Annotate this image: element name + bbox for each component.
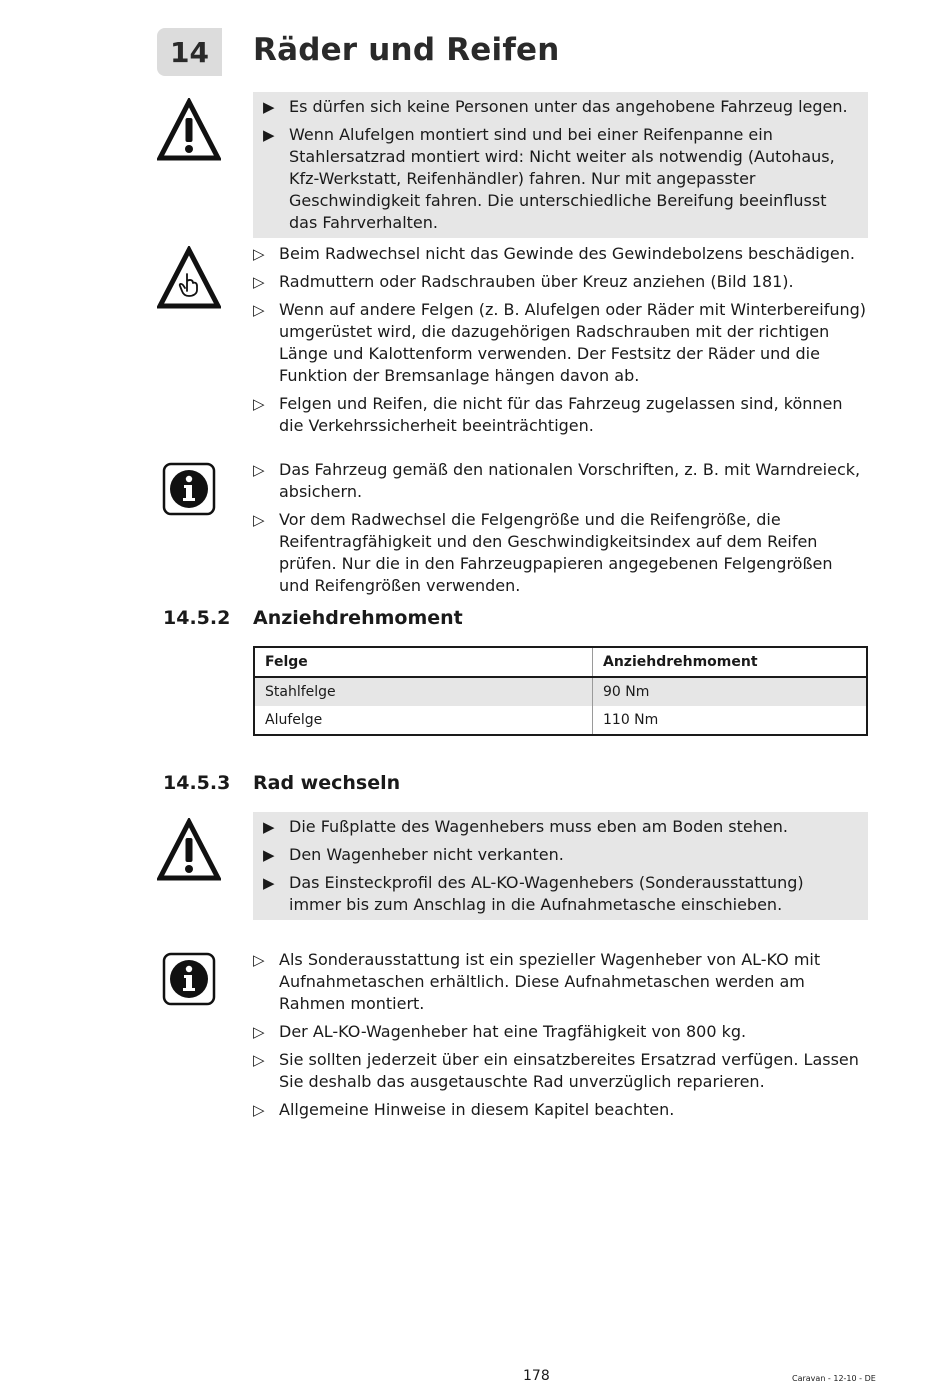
list-item-text: Es dürfen sich keine Personen unter das angehobene Fahrzeug legen. [289, 97, 848, 116]
section-title: Anziehdrehmoment [253, 607, 463, 629]
warning-block-lift [253, 92, 868, 238]
table-header-row [254, 647, 867, 677]
filled-triangle-bullet-icon: ▶ [263, 98, 275, 116]
hollow-triangle-bullet-icon: ▷ [253, 951, 265, 969]
list-item-text: Das Einsteckprofil des AL-KO-Wagenhebers (Sonderausstattung) immer bis zum Anschlag in die Aufnahmetasche einschieben. [289, 873, 804, 914]
list-item-text: Wenn Alufelgen montiert sind und bei einer Reifenpanne ein Stahlersatzrad montiert wird: Nicht weiter als notwendig (Autohaus, Kfz-Werkstatt, Reifenhändler) fahren. Nur mit angepasster Geschwindigkeit fahren. Die unterschiedliche Bereifung beeinflusst das Fahrverhalten. [289, 125, 835, 232]
table-cell: Stahlfelge [254, 677, 593, 706]
list-item-text: Das Fahrzeug gemäß den nationalen Vorschriften, z. B. mit Warndreieck, absichern. [279, 460, 861, 501]
table-cell: 110 Nm [593, 706, 868, 735]
list-item [263, 96, 858, 118]
chapter-title: Räder und Reifen [253, 32, 560, 68]
filled-triangle-bullet-icon: ▶ [263, 846, 275, 864]
list-item-text: Den Wagenheber nicht verkanten. [289, 845, 564, 864]
hollow-triangle-bullet-icon: ▷ [253, 395, 265, 413]
list-item [253, 509, 868, 597]
hollow-triangle-bullet-icon: ▷ [253, 273, 265, 291]
table-cell: Alufelge [265, 712, 323, 728]
list-item [253, 949, 868, 1015]
torque-table [253, 646, 868, 736]
table-row [254, 677, 867, 706]
hollow-triangle-bullet-icon: ▷ [253, 1101, 265, 1119]
warning-block-jack [253, 812, 868, 920]
hollow-triangle-bullet-icon: ▷ [253, 301, 265, 319]
list-item [263, 124, 858, 234]
table-header: Felge [254, 647, 593, 677]
section-title: Rad wechseln [253, 772, 401, 794]
table-cell: 90 Nm [593, 677, 868, 706]
warning-icon [157, 818, 221, 882]
warning-icon [157, 98, 221, 162]
info-block-before-change [253, 459, 868, 597]
list-item-text: Sie sollten jederzeit über ein einsatzbereites Ersatzrad verfügen. Lassen Sie deshalb das ausgetauschte Rad unverzüglich reparieren. [279, 1050, 859, 1091]
filled-triangle-bullet-icon: ▶ [263, 874, 275, 892]
filled-triangle-bullet-icon: ▶ [263, 126, 275, 144]
list-item [253, 393, 868, 437]
list-item-text: Die Fußplatte des Wagenhebers muss eben am Boden stehen. [289, 817, 788, 836]
page-number: 178 [523, 1368, 550, 1384]
list-item [263, 844, 858, 866]
list-item [263, 816, 858, 838]
list-item-text: Als Sonderausstattung ist ein spezieller Wagenheber von AL-KO mit Aufnahmetaschen erhältlich. Diese Aufnahmetaschen werden am Rahmen montiert. [279, 950, 821, 1013]
document-code: Caravan - 12-10 - DE [792, 1374, 876, 1383]
hollow-triangle-bullet-icon: ▷ [253, 511, 265, 529]
section-number: 14.5.2 [163, 607, 231, 629]
list-item-text: Allgemeine Hinweise in diesem Kapitel beachten. [279, 1100, 675, 1119]
caution-hand-icon [157, 246, 221, 310]
hollow-triangle-bullet-icon: ▷ [253, 1051, 265, 1069]
table-row [254, 706, 867, 735]
list-item [253, 1021, 868, 1043]
list-item [253, 271, 868, 293]
hollow-triangle-bullet-icon: ▷ [253, 245, 265, 263]
list-item [263, 872, 858, 916]
info-block-jack [253, 949, 868, 1121]
list-item-text: Beim Radwechsel nicht das Gewinde des Gewindebolzens beschädigen. [279, 244, 855, 263]
hollow-triangle-bullet-icon: ▷ [253, 461, 265, 479]
list-item [253, 459, 868, 503]
info-icon [162, 952, 216, 1006]
list-item [253, 299, 868, 387]
hollow-triangle-bullet-icon: ▷ [253, 1023, 265, 1041]
list-item [253, 1099, 868, 1121]
section-number: 14.5.3 [163, 772, 231, 794]
info-icon [162, 462, 216, 516]
list-item-text: Radmuttern oder Radschrauben über Kreuz anziehen (Bild 181). [279, 272, 794, 291]
filled-triangle-bullet-icon: ▶ [263, 818, 275, 836]
list-item [253, 1049, 868, 1093]
list-item-text: Wenn auf andere Felgen (z. B. Alufelgen oder Räder mit Winterbereifung) umgerüstet wird, die dazugehörigen Radschrauben mit der richtigen Länge und Kalottenform verwenden. Der Festsitz der Räder und die Funktion der Bremsanlage hängen davon ab. [279, 300, 866, 385]
caution-block-wheel-change [253, 243, 868, 437]
list-item-text: Der AL-KO-Wagenheber hat eine Tragfähigkeit von 800 kg. [279, 1022, 747, 1041]
chapter-number: 14 [157, 28, 222, 76]
list-item-text: Vor dem Radwechsel die Felgengröße und die Reifengröße, die Reifentragfähigkeit und den Geschwindigkeitsindex auf dem Reifen prüfen. Nur die in den Fahrzeugpapieren angegebenen Felgengrößen und Reifengrößen verwenden. [279, 510, 833, 595]
list-item-text: Felgen und Reifen, die nicht für das Fahrzeug zugelassen sind, können die Verkehrssicherheit beeinträchtigen. [279, 394, 843, 435]
list-item [253, 243, 868, 265]
table-header: Anziehdrehmoment [593, 647, 868, 677]
